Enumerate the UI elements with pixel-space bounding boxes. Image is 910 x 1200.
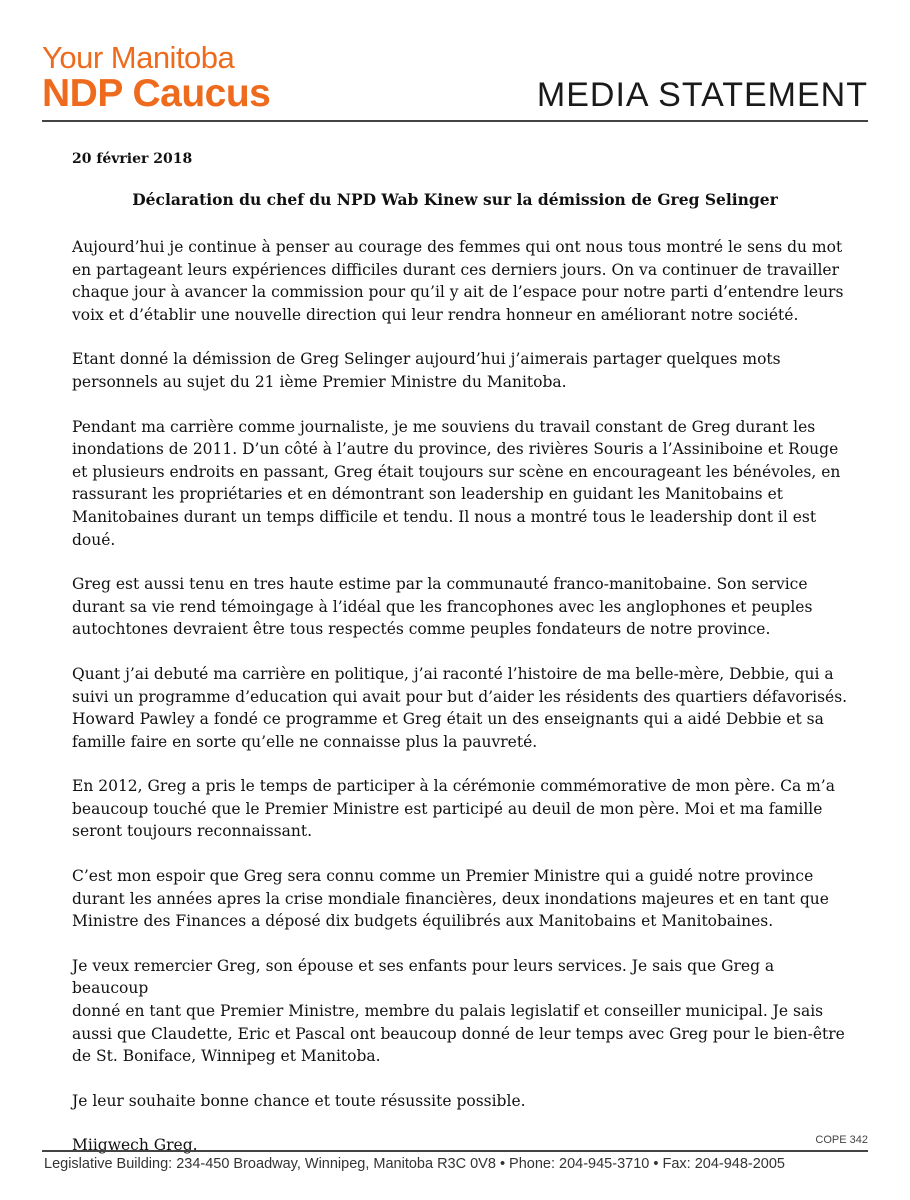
closing-line: Miigwech Greg. [72,1136,198,1155]
paragraph: Pendant ma carrière comme journaliste, je me souviens du travail constant de Greg durant les inondations de 2011. D’un côté à l’autre du province, des rivières Souris a l’Assiniboine et Rouge et plusieurs endroits en passant, Greg était toujours sur scène en encourageant les bénévoles, en rassurant les propriétaries et en démontrant son leadership en guidant les Manitobains et Manitobaines durant un temps difficile et tendu. Il nous a montré tous le leadership dont il est doué. [72,417,841,549]
paragraph: En 2012, Greg a pris le temps de participer à la cérémonie commémorative de mon père. Ca m’a beaucoup touché que le Premier Ministre est participé au deuil de mon père. Moi et ma famille seront toujours reconnaissant. [72,777,835,841]
paragraph: Greg est aussi tenu en tres haute estime par la communauté franco-manitobaine. Son service durant sa vie rend témoingage à l’idéal que les francophones avec les anglophones et peuples autochtones devraient être tous respectés comme peuples fondateurs de notre province. [72,575,813,639]
paragraph: Quant j’ai debuté ma carrière en politique, j’ai raconté l’histoire de ma belle-mère, Debbie, qui a suivi un programme d’education qui avait pour but d’aider les résidents des quartiers défavorisés. Howard Pawley a fondé ce programme et Greg était un des enseignants qui a aidé Debbie et sa famille faire en sorte qu’elle ne connaisse plus la pauvreté. [72,664,848,751]
paragraph: Je leur souhaite bonne chance et toute résussite possible. [72,1091,526,1110]
document-type-heading: MEDIA STATEMENT [536,76,868,114]
union-mark: COPE 342 [815,1134,868,1146]
footer-address: Legislative Building: 234-450 Broadway, Winnipeg, Manitoba R3C 0V8 • Phone: 204-945-3710 • Fax: 204-948-2005 [44,1156,785,1172]
logo-line-1: Your Manitoba [42,40,235,75]
paragraph: C’est mon espoir que Greg sera connu comme un Premier Ministre qui a guidé notre province durant les années apres la crise mondiale financières, deux inondations majeures et en tant que Ministre des Finances a déposé dix budgets équilibrés aux Manitobains et Manitobaines. [72,867,829,931]
paragraph: Etant donné la démission de Greg Selinger aujourd’hui j’aimerais partager quelques mots personnels au sujet du 21 ième Premier Ministre du Manitoba. [72,350,781,391]
statement-date: 20 février 2018 [72,151,193,167]
paragraph: Je veux remercier Greg, son épouse et ses enfants pour leurs services. Je sais que Greg a beaucoup donné en tant que Premier Ministre, membre du palais legislatif et conseiller municipal. Je sais aussi que Claudette, Eric et Pascal ont beaucoup donné de leur temps avec Greg pour le bien-être de St. Boniface, Winnipeg et Manitoba. [72,956,845,1066]
paragraph: Aujourd’hui je continue à penser au courage des femmes qui ont nous tous montré le sens du mot en partageant leurs expériences difficiles durant ces derniers jours. On va continuer de travailler chaque jour à avancer la commission pour qu’il y ait de l’espace pour notre parti d’entendre leurs voix et d’établir une nouvelle direction qui leur rendra honneur en améliorant notre société. [72,238,844,324]
statement-title: Déclaration du chef du NPD Wab Kinew sur la démission de Greg Selinger [132,190,778,209]
footer-divider [42,1150,868,1152]
statement-body [72,236,852,1179]
header-divider [42,120,868,122]
logo-line-2: NDP Caucus [42,72,271,115]
